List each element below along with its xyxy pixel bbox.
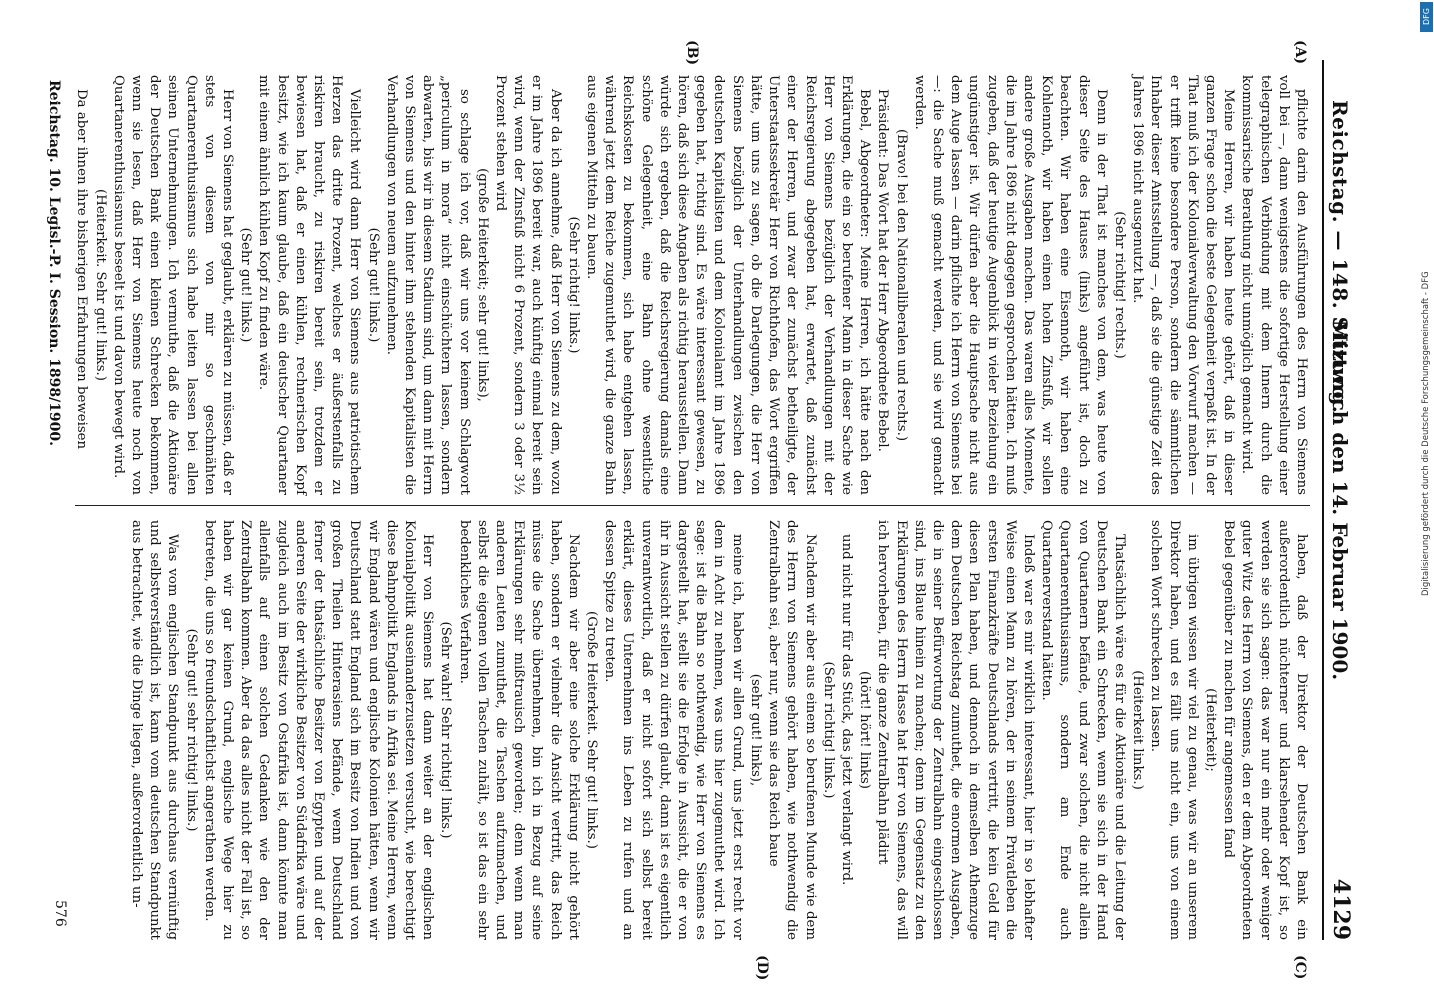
page-number: 4129 (1328, 878, 1354, 940)
text-paragraph: (Sehr wahr! Sehr richtig! links.) (438, 621, 454, 839)
text-paragraph: (Sehr richtig! links.) (820, 661, 836, 799)
text-paragraph: (Große Heiterkeit. Sehr gut! links.) (584, 611, 600, 849)
margin-marker-d: (D) (754, 955, 770, 981)
text-paragraph: haben, daß der Direktor der Deutschen Bank ein außerordentlich nüchterner und klarsehender Kopf ist, so werden sie sich sagen: das war nur ein mehr oder weniger guter Witz des Herrn von Siemens, den er dem Abgeordneten Bebel gegenüber zu machen für angemessen fand (1221, 520, 1309, 940)
text-paragraph: pflichte darin den Ausführungen des Herrn von Siemens voll bei —, dann wenigstens die sofortige Herstellung einer telegraphischen Verbindung mit dem Innern durch die kommissarische Berathung nicht unmöglich gemacht wird. (1239, 75, 1309, 495)
text-paragraph: Denn in der That ist manches von dem, was heute von dieser Seite des Hauses (links) angeführt ist, doch zu beachten. Wir haben eine Eisennoth, wir haben eine Kohlennoth, wir haben einen hohen Zinsfuß, wir sollen andere große Ausgaben machen. Das waren alles Momente, die im Jahre 1896 nicht dagegen gesprochen hätten. Ich muß zugeben, daß der heutige Augenblick in vieler Beziehung ein ungünstiger ist. Wir dürfen aber die Hauptsache nicht aus dem Auge lassen — darin pflichte ich Herrn von Siemens bei —: die Sache muß gemacht werden, und sie wird gemacht werden. (911, 75, 1109, 495)
text-paragraph: Herr von Siemens hat geglaubt, erklären zu müssen, daß er stets von diesem von mir so geschmähten Quartanerenthusiasmus sich habe leiten lassen bei allen seinen Unternehmungen. Ich vermuthe, daß die Aktionäre der Deutschen Bank einen kleinen Schrecken bekommen, wenn sie lesen, daß Herr von Siemens heute noch von Quartanerenthusiasmus beseelt ist und davon bewegt wird. (110, 75, 236, 495)
text-paragraph: (Sehr gut! links.) (365, 227, 381, 343)
text-paragraph: (Heiterkeit. Sehr gut! links.) (92, 189, 108, 381)
text-paragraph: Aber da ich annehme, daß Herr von Siemens zu dem, wozu er im Jahre 1896 bereit war, auch künftig einmal bereit sein wird, wenn der Zinsfuß nicht 6 Prozent, sondern 3 oder 3½ Prozent stehen wird (493, 75, 563, 495)
right-text-column (127, 520, 1310, 940)
footer-sheet-number: 576 (52, 900, 68, 927)
text-paragraph: Da aber ihnen ihre bisherigen Erfahrungen beweisen (74, 89, 90, 450)
text-paragraph: Thatsächlich wäre es für die Aktionäre und die Leitung der Deutschen Bank ein Schrecken, wenn sie sich in der Hand von Quartanern befände, und zwar solchen, die nicht allein Quartanerenthusiasmus, sondern am Ende auch Quartanerverstand hätten. (1039, 520, 1127, 940)
text-paragraph: (sehr gut! links), (747, 673, 763, 787)
dfg-logo: DFG (1420, 2, 1433, 32)
text-paragraph: (Heiterkeit); (1202, 688, 1218, 772)
text-paragraph: (Heiterkeit links.) (1130, 670, 1146, 790)
margin-marker-c: (C) (1292, 955, 1308, 980)
text-paragraph: (große Heiterkeit; sehr gut! links), (474, 168, 490, 402)
text-paragraph: (hört! hört! links) (857, 670, 873, 789)
margin-marker-b: (B) (684, 40, 700, 66)
page-header (1322, 60, 1358, 940)
margin-marker-a: (A) (1292, 40, 1308, 65)
text-paragraph: meine ich, haben wir allen Grund, uns jetzt erst recht vor dem in Acht zu nehmen, was uns hier zugemuthet wird. Ich sage: ist die Bahn so nothwendig, wie Herr von Siemens es dargestellt hat, stellt sie die Erfolge in Aussicht, die er von ihr in Aussicht stellen zu dürfen glaubt, dann ist es eigentlich unverantwortlich, daß er nicht sofort sich selbst bereit erklärt, dieses Unternehmen ins Leben zu rufen und an dessen Spitze zu treten. (602, 520, 745, 940)
text-paragraph: Was vom englischen Standpunkt aus durchaus vernünftig und selbstverständlich ist, kann vom deutschen Standpunkt aus betrachtet, wie die Dinge liegen, außerordentlich un- (129, 520, 181, 940)
text-paragraph: und nicht nur für das Stück, das jetzt verlangt wird. (838, 534, 854, 886)
left-text-column (72, 75, 1310, 495)
header-date: Mittwoch den 14. Februar 1900. (1328, 319, 1352, 681)
text-paragraph: Indeß war es mir wirklich interessant, hier in so lebhafter Weise einen Mann zu hören, der in seinem Privatleben die ersten Finanzkräfte Deutschlands vertritt, die kein Geld für diesen Plan haben, und dennoch in demselben Athemzuge dem Deutschen Reichstag zumuthet, die enormen Ausgaben, die in seiner Befürwortung der Zentralbahn eingeschlossen sind, ins Blaue hinein zu machen; denn im Gegensatz zu den Erklärungen des Herrn Hasse hat Herr von Siemens, das will ich hervorheben, für die ganze Zentralbahn plädirt (875, 520, 1036, 940)
text-paragraph: Vielleicht wird dann Herr von Siemens aus patriotischem Herzen das dritte Prozent, welches er äußerstenfalls zu riskiren braucht, zu riskiren bereit sein, trotzdem er bewiesen hat, daß er einen kühlen, rechnerischen Kopf besitzt, wie ich kaum glaube, daß ein deutscher Quartaner mit einem ähnlich kühlen Kopf zu finden wäre. (256, 75, 363, 495)
text-paragraph: Meine Herren, wir haben heute gehört, daß in dieser ganzen Frage schon die beste Gelegenheit verpaßt ist. In der That muß ich der Kolonialverwaltung den Vorwurf machen — er trifft keine besondere Person, sondern die sämmtlichen Inhaber dieser Amtsstellung —, daß sie die günstige Zeit des Jahres 1896 nicht ausgenutzt hat. (1130, 75, 1237, 495)
text-paragraph: Nachdem wir aber aus einem so berufenen Munde wie dem des Herrn von Siemens gehört haben, wie nothwendig die Zentralbahn sei, aber nur, wenn sie das Reich baue (766, 520, 818, 940)
text-paragraph: (Bravo! bei den Nationalliberalen und rechts.) (893, 128, 909, 442)
text-paragraph: Herr von Siemens hat dann weiter an der englischen Kolonialpolitik auseinanderzusetzen versucht, wie berechtigt diese Bahnpolitik Englands in Afrika sei. Meine Herren, wenn wir England wären und englische Kolonien hätten, wenn wir Deutschland statt England sich im Besitz von Indien und von großen Theilen Hinterasiens befände, wenn Deutschland ferner der thatsächliche Besitzer von Egypten und auf der anderen Seite der wirkliche Besitzer von Südafrika wäre und zugleich auch im Besitz von Ostafrika ist, dann könnte man allenfalls auf einen solchen Gedanken wie den der Zentralbahn kommen. Aber da das alles nicht der Fall ist, so haben wir gar keinen Grund, englische Wege hier zu betreten, die uns so freundschaftlichst angerathen werden. (201, 520, 436, 940)
text-paragraph: Bebel, Abgeordneter: Meine Herren, ich hätte nach den Erklärungen, die ein so berufener Mann in dieser Sache wie Herr von Siemens bezüglich der Verhandlungen mit der Reichsregierung abgegeben hat, erwartet, daß zunächst einer der Herren, und zwar der zunächst betheiligte, der Unterstaatssekretär Herr von Richthofen, das Wort ergriffen hätte, um uns zu sagen, ob die Darlegungen, die Herr von Siemens bezüglich der Unterhandlungen zwischen den deutschen Kapitalisten und dem Kolonialamt im Jahre 1896 gegeben hat, richtig sind. Es wäre interessant gewesen, zu hören, daß sich diese Angaben als richtig herausstellen. Dann würde sich ergeben, daß die Reichsregierung damals eine schöne Gelegenheit, eine Bahn ohne wesentliche Reichskosten zu bekommen, sich habe entgehen lassen, während jetzt dem Reiche zugemuthet wird, die ganze Bahn aus eigenen Mitteln zu bauen. (584, 75, 873, 495)
text-paragraph: Präsident: Das Wort hat der Herr Abgeordnete Bebel. (875, 89, 891, 452)
footer-session-info: Reichstag. 10. Legisl.-P. I. Session. 1898/1900. (46, 80, 62, 447)
text-paragraph: (Sehr richtig! links.) (565, 216, 581, 354)
text-paragraph: Nachdem wir aber eine solche Erklärung nicht gehört haben, sondern er vielmehr die Ansicht vertritt, das Reich müsse die Sache übernehmen, bin ich in Bezug auf seine Erklärungen sehr mißtrauisch geworden; denn wenn man anderen Leuten zumuthet, die Taschen aufzumachen, und selbst die eigenen vollen Taschen zuhält, so ist das ein sehr bedenkliches Verfahren. (456, 520, 581, 940)
column-divider (75, 505, 1310, 506)
text-paragraph: (Sehr gut! links.) (238, 227, 254, 343)
text-paragraph: (Sehr gut! sehr richtig! links.) (183, 628, 199, 832)
text-paragraph: so schlage ich vor, daß wir uns vor keinem Schlagwort „periculum in mora“ nicht einschüchtern lassen, sondern abwarten, bis wir in diesem Stadium sind, um dann mit Herrn von Siemens und den hinter ihm stehenden Kapitalisten die Verhandlungen von neuem aufzunehmen. (383, 75, 472, 495)
header-session: Reichstag. — 148. Sitzung. (1328, 100, 1352, 414)
text-paragraph: im übrigen wissen wir viel zu genau, was wir an unserem Direktor haben, und es fällt uns nicht ein, uns von einem solchen Wort schrecken zu lassen. (1148, 520, 1200, 940)
digitization-credit: Digitalisierung gefördert durch die Deutsche Forschungsgemeinschaft - DFG (1421, 271, 1431, 596)
text-paragraph: (Sehr richtig! rechts.) (1111, 211, 1127, 359)
